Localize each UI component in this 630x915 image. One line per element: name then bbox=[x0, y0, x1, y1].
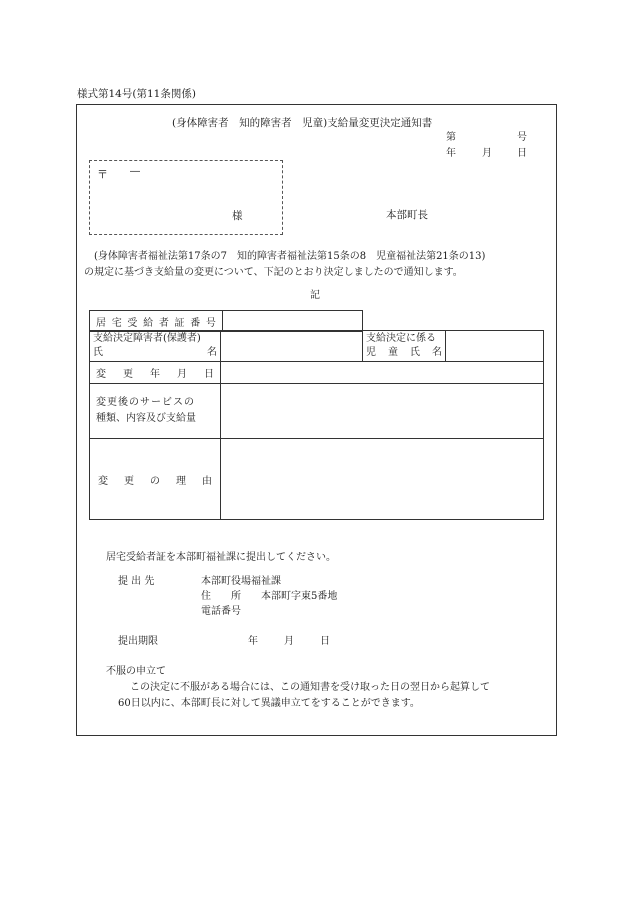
change-date-char-4: 月 bbox=[177, 369, 187, 380]
main-info-table bbox=[89, 330, 544, 520]
cert-number-char: 号 bbox=[205, 317, 216, 329]
body-line-2: の規定に基づき支給量の変更について、下記のとおり決定しましたので通知します。 bbox=[84, 267, 463, 278]
sender-name: 本部町長 bbox=[386, 209, 428, 221]
postal-mark: 〒 bbox=[97, 168, 108, 181]
service-label-line-2: 種類、内容及び支給量 bbox=[96, 413, 196, 424]
cert-number-text bbox=[94, 314, 218, 329]
applicant-label-cell bbox=[90, 331, 221, 362]
applicant-name-value bbox=[221, 331, 363, 362]
appeal-line-2: 60日以内に、本部町長に対して異議申立てをすることができます。 bbox=[118, 698, 420, 709]
form-number: 様式第14号(第11条関係) bbox=[77, 88, 196, 100]
date-year: 年 bbox=[446, 148, 456, 159]
reason-char-5: 由 bbox=[202, 475, 212, 487]
deadline-year: 年 bbox=[248, 636, 258, 647]
deadline-month: 月 bbox=[284, 636, 294, 647]
applicant-label-shi: 氏 bbox=[93, 347, 103, 358]
child-label-char-2: 童 bbox=[388, 347, 398, 358]
applicant-label-bottom bbox=[93, 346, 217, 360]
change-date-char-2: 更 bbox=[123, 369, 133, 380]
deadline-day: 日 bbox=[320, 636, 330, 647]
destination-label: 提 出 先 bbox=[118, 576, 155, 587]
reason-char-1: 変 bbox=[98, 475, 108, 487]
change-date-char-5: 日 bbox=[204, 369, 214, 380]
cert-number-char: 証 bbox=[174, 317, 185, 329]
cert-number-value bbox=[223, 311, 363, 332]
number-gou: 号 bbox=[517, 132, 527, 143]
cert-number-char: 居 bbox=[96, 317, 106, 329]
child-label-top: 支給決定に係る bbox=[366, 333, 436, 344]
child-label-char-3: 氏 bbox=[410, 347, 420, 358]
applicant-label-top: 支給決定障害者(保護者) bbox=[93, 333, 201, 344]
reason-char-4: 理 bbox=[176, 475, 186, 487]
address-window bbox=[89, 160, 283, 235]
cert-number-char: 者 bbox=[158, 317, 169, 329]
recipient-sama: 様 bbox=[232, 210, 243, 222]
document-title: (身体障害者 知的障害者 児童)支給量変更決定通知書 bbox=[172, 117, 433, 129]
change-date-label bbox=[94, 365, 216, 380]
cert-number-label bbox=[90, 311, 223, 332]
reason-char-2: 更 bbox=[124, 475, 134, 487]
submit-instruction: 居宅受給者証を本部町福祉課に提出してください。 bbox=[106, 552, 336, 563]
number-dai: 第 bbox=[446, 132, 456, 143]
cert-number-char: 番 bbox=[190, 317, 201, 329]
reason-label-cell bbox=[90, 439, 221, 520]
cert-number-char: 宅 bbox=[111, 317, 122, 329]
service-label-line-1: 変更後のサービスの bbox=[96, 397, 195, 408]
address-value: 本部町字東5番地 bbox=[261, 591, 338, 602]
postal-dash: ― bbox=[130, 166, 140, 177]
destination-name: 本部町役場福祉課 bbox=[201, 576, 281, 587]
appeal-heading: 不服の申立て bbox=[106, 666, 166, 677]
reason-label bbox=[94, 472, 216, 487]
deadline-label: 提出期限 bbox=[118, 636, 158, 647]
service-value bbox=[221, 384, 544, 439]
reason-char-3: の bbox=[150, 475, 160, 487]
appeal-line-1: この決定に不服がある場合には、この通知書を受け取った日の翌日から起算して bbox=[130, 682, 490, 693]
ki-label: 記 bbox=[310, 290, 320, 301]
cert-number-char: 給 bbox=[143, 317, 154, 329]
child-label-bottom bbox=[366, 346, 442, 360]
address-label: 住 所 bbox=[201, 591, 241, 602]
date-day: 日 bbox=[517, 148, 527, 159]
service-label-cell bbox=[90, 384, 221, 439]
change-date-label-cell bbox=[90, 362, 221, 384]
child-label-char-4: 名 bbox=[432, 347, 442, 358]
date-month: 月 bbox=[482, 148, 492, 159]
cert-number-char: 受 bbox=[127, 317, 138, 329]
child-label-cell bbox=[363, 331, 446, 362]
phone-label: 電話番号 bbox=[201, 606, 241, 617]
change-date-char-3: 年 bbox=[150, 369, 160, 380]
child-name-value bbox=[446, 331, 544, 362]
cert-number-table bbox=[89, 310, 363, 332]
reason-value bbox=[221, 439, 544, 520]
change-date-value bbox=[221, 362, 544, 384]
change-date-char-1: 変 bbox=[96, 369, 106, 380]
applicant-label-mei: 名 bbox=[207, 347, 217, 358]
body-line-1: (身体障害者福祉法第17条の7 知的障害者福祉法第15条の8 児童福祉法第21条の13) bbox=[94, 251, 486, 262]
child-label-char-1: 児 bbox=[366, 347, 376, 358]
